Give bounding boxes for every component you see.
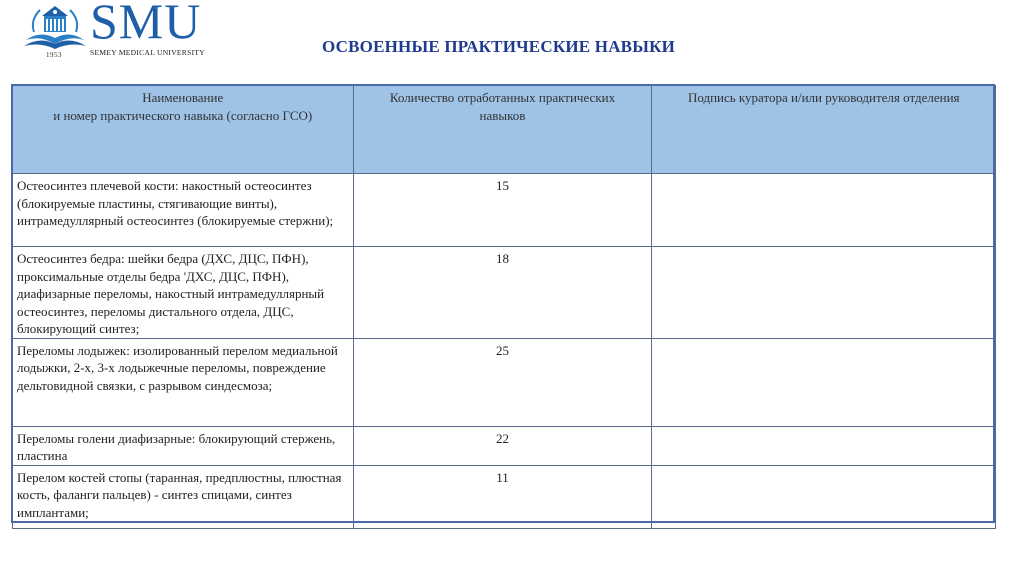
header-skill-name-text: Наименование и номер практического навыка (согласно ГСО) xyxy=(53,90,313,123)
table-row xyxy=(13,174,996,247)
signature-cell xyxy=(652,174,996,247)
skill-name-cell: Остеосинтез бедра: шейки бедра (ДХС, ДЦС, ПФН), проксимальные отделы бедра 'ДХС, ДЦС, ПФН), диафизарные переломы, накостный интрамедуллярный остеосинтез, переломы дистального отдела, ДЦС, блокирующий синтез; xyxy=(13,247,354,339)
table-header-row xyxy=(13,86,996,174)
table-row xyxy=(13,247,996,339)
logo-wordmark: SMU xyxy=(90,0,202,49)
skill-count-cell: 18 xyxy=(353,247,652,339)
skill-count-cell: 25 xyxy=(353,338,652,426)
header-count xyxy=(353,86,652,174)
signature-cell xyxy=(652,247,996,339)
university-emblem-icon xyxy=(22,2,88,52)
header-signature xyxy=(652,86,996,174)
skill-name-cell: Переломы голени диафизарные: блокирующий стержень, пластина xyxy=(13,426,354,465)
table-row xyxy=(13,426,996,465)
skill-name-cell: Остеосинтез плечевой кости: накостный остеосинтез (блокируемые пластины, стягивающие винты), интрамедуллярный остеосинтез (блокируемые стержни); xyxy=(13,174,354,247)
skill-name-cell: Перелом костей стопы (таранная, предплюстны, плюстная кость, фаланги пальцев) - синтез спицами, синтез имплантами; xyxy=(13,465,354,528)
page-title: ОСВОЕННЫЕ ПРАКТИЧЕСКИЕ НАВЫКИ xyxy=(322,37,676,56)
signature-cell xyxy=(652,426,996,465)
skill-name-cell: Переломы лодыжек: изолированный перелом медиальной лодыжки, 2-х, 3-х лодыжечные переломы, повреждение дельтовидной связки, с разрывом синдесмоза; xyxy=(13,338,354,426)
signature-cell xyxy=(652,465,996,528)
signature-cell xyxy=(652,338,996,426)
skill-count-cell: 15 xyxy=(353,174,652,247)
table-row xyxy=(13,338,996,426)
university-logo xyxy=(22,2,237,60)
header-signature-text: Подпись куратора и/или руководителя отделения xyxy=(687,90,960,105)
skill-count-cell: 22 xyxy=(353,426,652,465)
header-count-text: Количество отработанных практических навыков xyxy=(389,90,616,123)
logo-subtitle: SEMEY MEDICAL UNIVERSITY xyxy=(90,48,205,57)
skills-table xyxy=(12,85,996,529)
logo-year: 1953 xyxy=(46,51,62,59)
header-skill-name xyxy=(13,86,354,174)
table-row xyxy=(13,465,996,528)
skill-count-cell: 11 xyxy=(353,465,652,528)
